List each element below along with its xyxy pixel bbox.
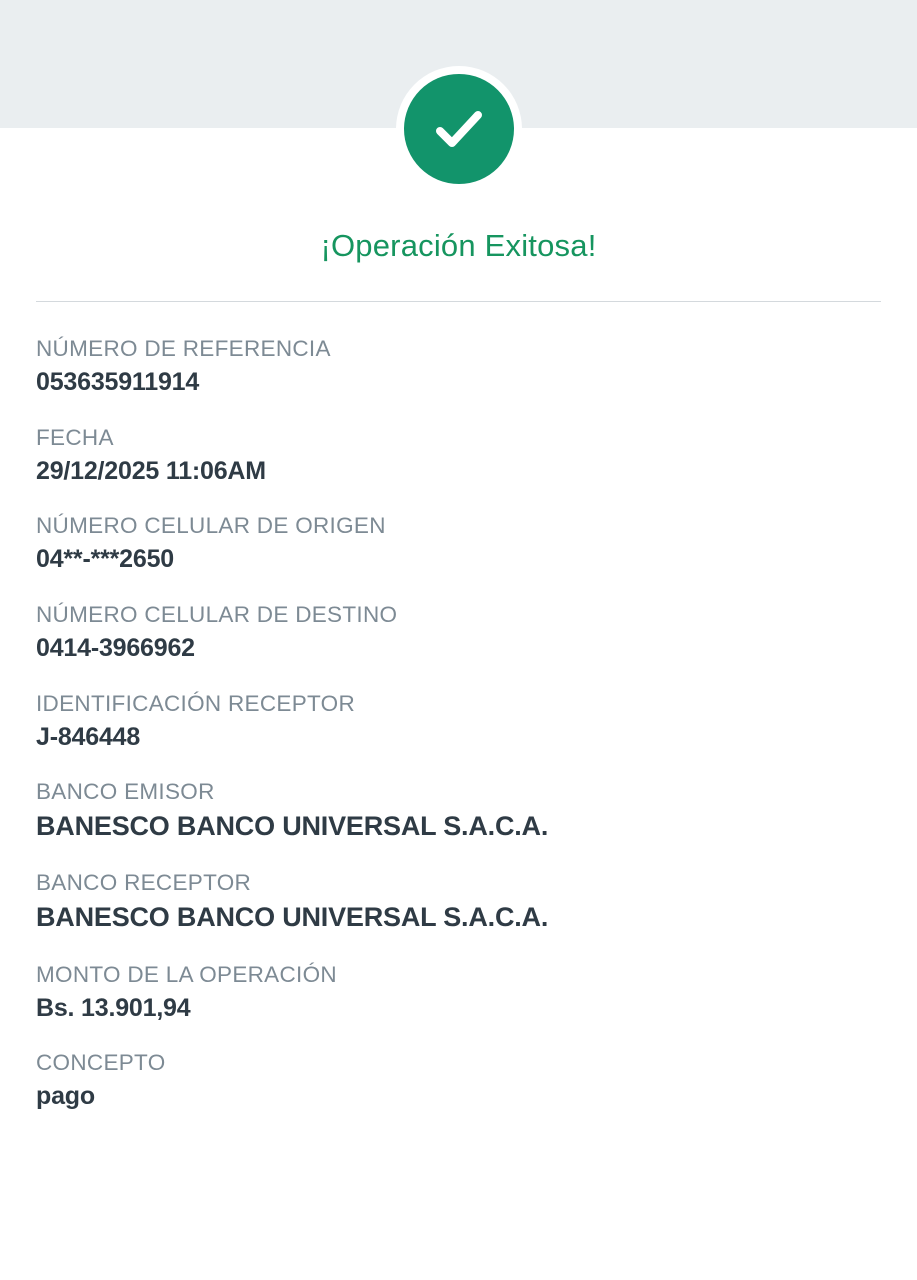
field-value: pago bbox=[36, 1082, 95, 1111]
field-label: FECHA bbox=[36, 424, 114, 450]
list-item bbox=[36, 1049, 881, 1113]
list-item bbox=[36, 961, 881, 1025]
field-value: Bs. 13.901,94 bbox=[36, 993, 191, 1022]
status-badge bbox=[0, 74, 917, 186]
field-value: J-846448 bbox=[36, 722, 141, 751]
field-label: CONCEPTO bbox=[36, 1050, 166, 1076]
divider bbox=[36, 301, 881, 302]
list-item bbox=[36, 601, 881, 665]
field-value: 04**-***2650 bbox=[36, 545, 174, 574]
field-value: 29/12/2025 11:06AM bbox=[36, 456, 266, 485]
field-label: BANCO EMISOR bbox=[36, 779, 215, 805]
check-circle-icon bbox=[404, 74, 514, 184]
list-item bbox=[36, 512, 881, 576]
list-item bbox=[36, 869, 881, 935]
field-value: BANESCO BANCO UNIVERSAL S.A.C.A. bbox=[36, 902, 549, 933]
field-value: BANESCO BANCO UNIVERSAL S.A.C.A. bbox=[36, 811, 549, 842]
list-item bbox=[36, 690, 881, 754]
field-label: NÚMERO CELULAR DE ORIGEN bbox=[36, 513, 386, 539]
list-item bbox=[36, 335, 881, 399]
list-item bbox=[36, 424, 881, 488]
list-item bbox=[36, 778, 881, 844]
field-label: IDENTIFICACIÓN RECEPTOR bbox=[36, 690, 356, 716]
field-value: 0414-3966962 bbox=[36, 634, 195, 662]
field-label: BANCO RECEPTOR bbox=[36, 870, 252, 896]
field-label: NÚMERO DE REFERENCIA bbox=[36, 336, 331, 361]
field-label: NÚMERO CELULAR DE DESTINO bbox=[36, 601, 398, 627]
page-title: ¡Operación Exitosa! bbox=[320, 228, 597, 263]
field-label: MONTO DE LA OPERACIÓN bbox=[36, 961, 337, 987]
receipt-fields bbox=[36, 335, 881, 1113]
field-value: 053635911914 bbox=[36, 368, 200, 397]
